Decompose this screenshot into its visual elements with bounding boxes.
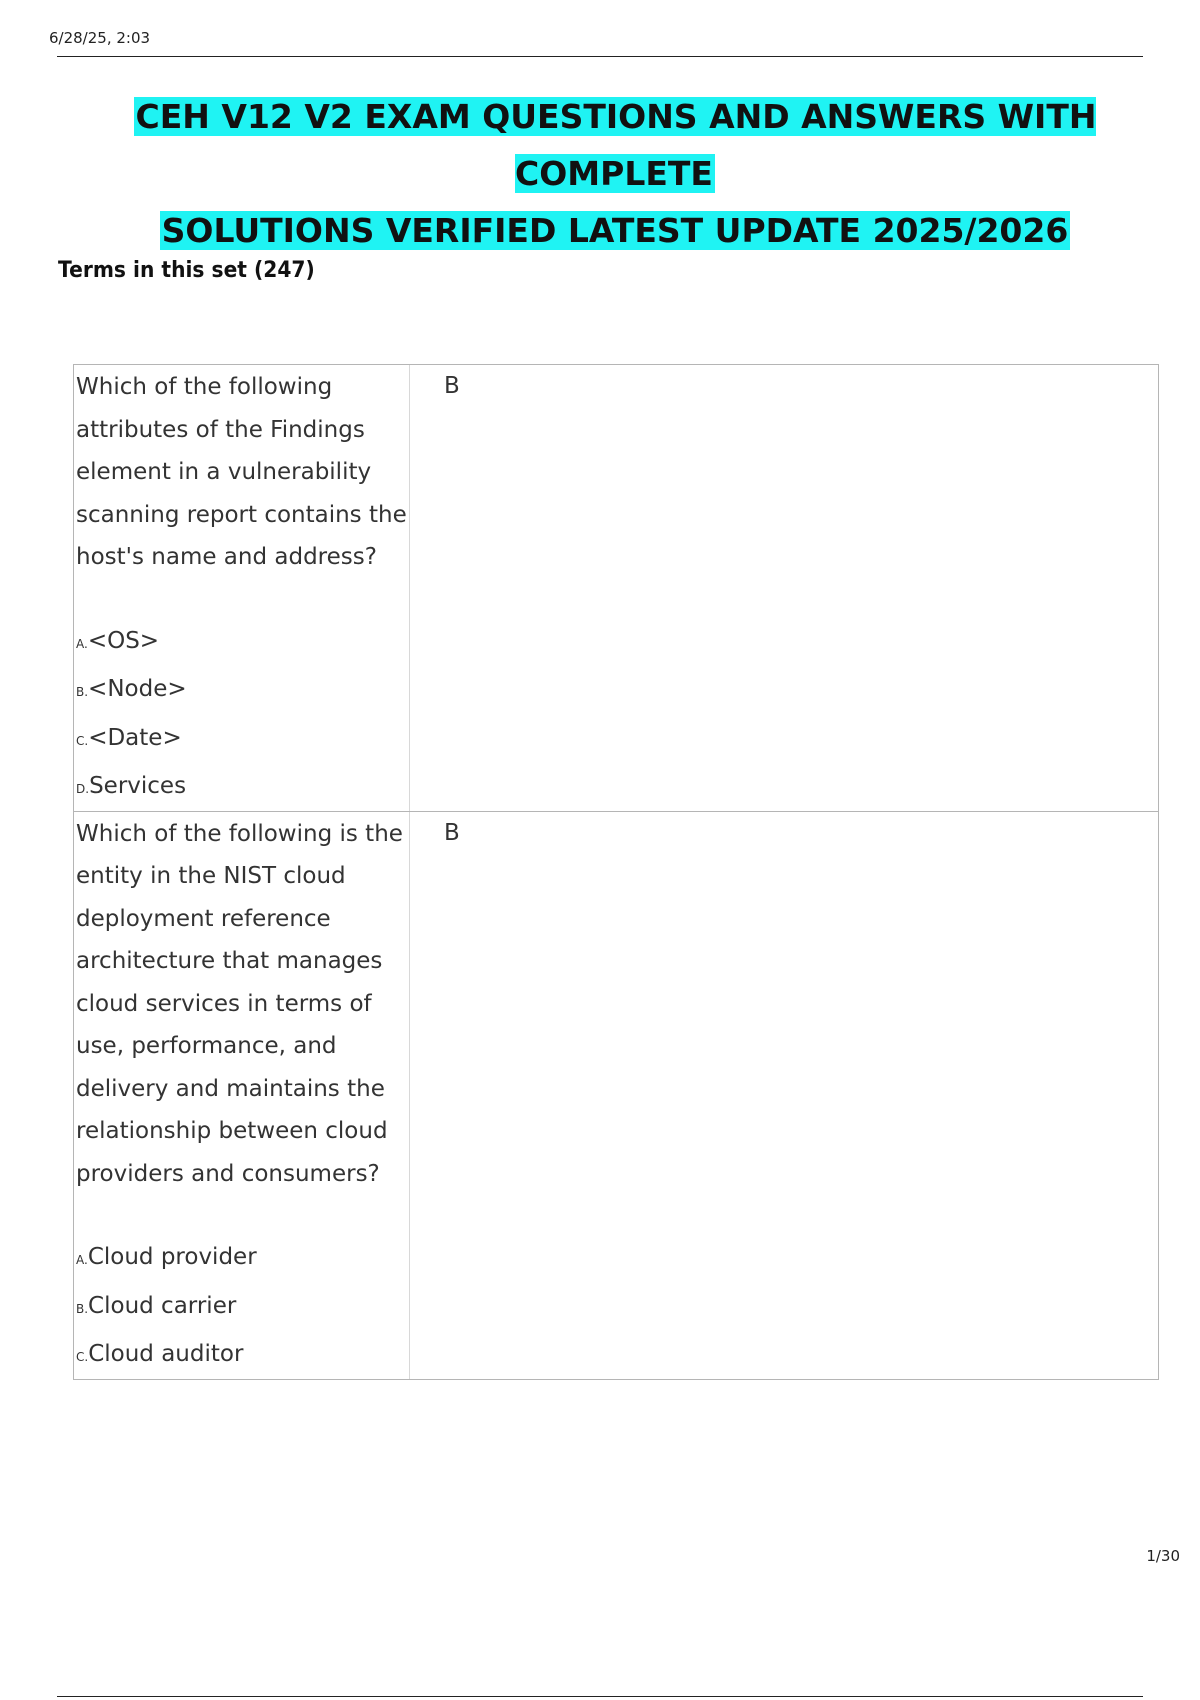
card-term [74,365,410,811]
card-term [74,812,410,1379]
option-item [76,1233,409,1282]
document-title [40,88,1190,259]
title-line-2: SOLUTIONS VERIFIED LATEST UPDATE 2025/2026 [161,211,1069,250]
option-text: <OS> [87,627,160,654]
option-item [76,714,409,763]
option-text: <Date> [88,724,182,751]
footer-divider [57,1696,1143,1697]
option-item [76,762,409,811]
option-text: Services [89,773,187,799]
option-text: <Node> [88,676,187,702]
print-date: 6/28/25, 2:03 [49,29,151,47]
page-number: 1/30 [1146,1547,1180,1565]
option-letter: A. [76,1253,88,1267]
card-answer: B [444,819,460,846]
option-text: Cloud carrier [88,1292,237,1319]
option-list [76,617,409,811]
terms-count-heading: Terms in this set (247) [58,258,315,283]
flashcard-table [73,364,1159,1380]
option-list [76,1233,409,1379]
option-item [76,1282,409,1331]
option-letter: B. [76,685,89,699]
flashcard-row [74,812,1158,1379]
option-text: Cloud provider [87,1244,257,1270]
option-item [76,665,409,714]
option-letter: A. [76,636,88,651]
option-letter: B. [76,1301,89,1316]
title-line-1: CEH V12 V2 EXAM QUESTIONS AND ANSWERS WITH COMPLETE [135,97,1097,193]
option-letter: D. [76,782,90,796]
question-text: Which of the following attributes of the Findings element in a vulnerability scanning report contains the host's name and address? [76,374,407,570]
option-text: Cloud auditor [88,1341,244,1367]
option-letter: C. [76,733,89,748]
question-text: Which of the following is the entity in the NIST cloud deployment reference architecture that manages cloud services in terms of use, performance, and delivery and maintains the relationship between cloud providers and consumers? [76,820,403,1187]
header-divider [57,56,1143,57]
option-letter: C. [76,1350,89,1364]
option-item [76,1330,409,1379]
card-answer: B [444,373,460,399]
flashcard-row [74,365,1158,812]
option-item [76,617,409,666]
